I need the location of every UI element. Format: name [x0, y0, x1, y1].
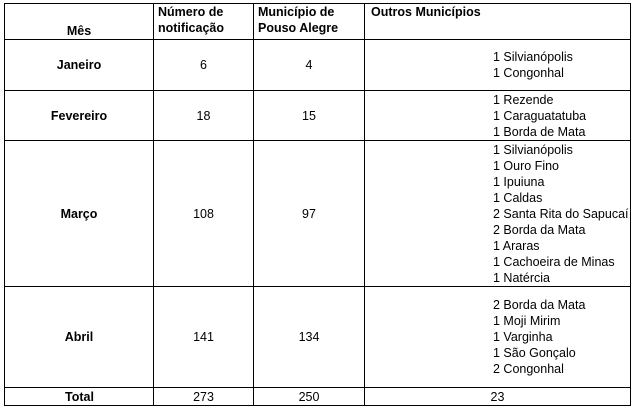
table-row [5, 91, 631, 141]
municipio-item: 1 Varginha [493, 330, 553, 344]
notificacoes-cell: 6 [154, 40, 254, 91]
municipio-item: 2 Santa Rita do Sapucaí [493, 206, 629, 221]
municipio-list [493, 49, 640, 81]
outros-cell [365, 40, 631, 91]
table-row [5, 141, 631, 287]
municipio-item: 1 Rezende [493, 92, 554, 107]
notificacoes-cell: 18 [154, 91, 254, 141]
header-outros: Outros Municípios [365, 4, 631, 40]
municipio-item: 1 Caraguatatuba [493, 108, 587, 123]
header-row [5, 4, 631, 40]
outros-cell [365, 287, 631, 388]
notification-table [4, 3, 631, 406]
total-label: Total [5, 388, 154, 406]
header-mes: Mês [5, 4, 154, 40]
month-cell: Janeiro [5, 40, 154, 91]
municipio-item: 2 Borda da Mata [493, 298, 586, 312]
municipio-item: 1 Borda de Mata [493, 124, 586, 139]
pouso-alegre-cell: 15 [254, 91, 365, 141]
month-cell: Abril [5, 287, 154, 388]
notificacoes-cell: 108 [154, 141, 254, 287]
month-cell: Março [5, 141, 154, 287]
municipio-item: 1 Moji Mirim [493, 314, 561, 328]
municipio-list [493, 142, 640, 286]
municipio-item: 2 Borda da Mata [493, 222, 586, 237]
pouso-alegre-cell: 134 [254, 287, 365, 388]
total-pouso-alegre: 250 [254, 388, 365, 406]
municipio-item: 1 Ouro Fino [493, 158, 560, 173]
municipio-item: 1 São Gonçalo [493, 346, 576, 360]
total-notificacoes: 273 [154, 388, 254, 406]
municipio-item: 1 Natércia [493, 270, 550, 285]
municipio-item: 1 Congonhal [493, 66, 564, 80]
municipio-item: 1 Cachoeira de Minas [493, 254, 615, 269]
notificacoes-cell: 141 [154, 287, 254, 388]
header-pouso-alegre: Município de Pouso Alegre [254, 4, 365, 40]
outros-cell [365, 91, 631, 141]
municipio-list [493, 92, 640, 140]
municipio-list [493, 297, 640, 377]
municipio-item: 1 Silvianópolis [493, 50, 573, 64]
table-row [5, 287, 631, 388]
municipio-item: 1 Ipuiuna [493, 174, 545, 189]
municipio-item: 1 Caldas [493, 190, 543, 205]
municipio-item: 1 Silvianópolis [493, 142, 573, 157]
total-row [5, 388, 631, 406]
month-cell: Fevereiro [5, 91, 154, 141]
outros-cell [365, 141, 631, 287]
total-outros: 23 [365, 388, 631, 406]
pouso-alegre-cell: 97 [254, 141, 365, 287]
header-notificacao: Número de notificação [154, 4, 254, 40]
municipio-item: 2 Congonhal [493, 362, 564, 376]
pouso-alegre-cell: 4 [254, 40, 365, 91]
table-row [5, 40, 631, 91]
municipio-item: 1 Araras [493, 238, 540, 253]
